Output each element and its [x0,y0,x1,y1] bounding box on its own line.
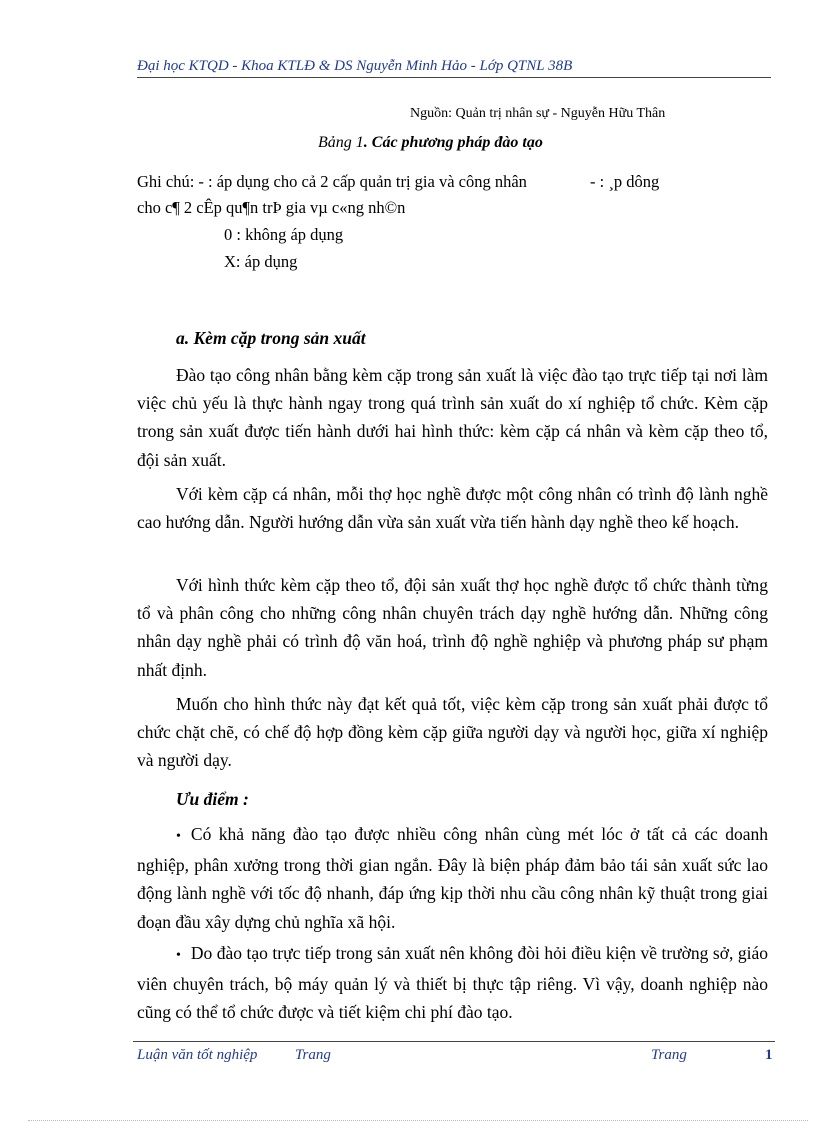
page-number: 1 [765,1047,773,1063]
footer-title: Luận văn tốt nghiệp [137,1047,258,1063]
note-line-2: cho c¶ 2 cÊp qu¶n trÞ gia vµ c«ng nh©n [137,198,406,217]
bullet-icon: • [176,948,181,963]
section-heading: a. Kèm cặp trong sản xuất [176,328,366,348]
footer-page-label: Trang [651,1047,687,1063]
page-footer [133,1041,775,1063]
table-caption [318,134,543,152]
footer-page-label: Trang [295,1047,331,1063]
legend-not-applied: 0 : không áp dụng [224,225,344,244]
bullet-text: Có khả năng đào tạo được nhiều công nhân cùng mét lóc ở tất cả các doanh nghiệp, phân xưởng trong thời gian ngắn. Đây là biện pháp đảm bảo tái sản xuất sức lao động lành nghề với tốc độ nhanh, đáp ứng kịp thời nhu cầu công nhân kỹ thuật trong giai đoạn đầu xây dựng chủ nghĩa xã hội. [137,824,768,932]
advantages-heading: Ưu điểm : [176,789,249,809]
table-caption-prefix: Bảng 1 [318,134,364,151]
bullet-icon: • [176,829,181,844]
note-line-1-garbled: - : ¸p dông [590,172,660,191]
paragraph: Với hình thức kèm cặp theo tổ, đội sản xuất thợ học nghề được tổ chức thành từng tổ và phân công cho những công nhân chuyên trách dạy nghề hướng dẫn. Những công nhân dạy nghề phải có trình độ văn hoá, trình độ nghề nghiệp và phương pháp sư phạm nhất định. [137,575,768,680]
advantage-bullet-item [137,939,768,1027]
header-text: Đại học KTQD - Khoa KTLĐ & DS Nguyễn Minh Hảo - Lớp QTNL 38B [137,58,573,74]
paragraph: Muốn cho hình thức này đạt kết quả tốt, việc kèm cặp trong sản xuất phải được tổ chức chặt chẽ, có chế độ hợp đồng kèm cặp giữa người dạy và người học, giữa xí nghiệp và người dạy. [137,694,768,771]
page-header [137,58,771,78]
table-caption-title: . Các phương pháp đào tạo [363,134,543,151]
table-source: Nguồn: Quản trị nhân sự - Nguyễn Hữu Thân [410,106,666,121]
page-edge-divider [28,1120,808,1121]
legend-applied: X: áp dụng [224,252,298,271]
note-line-1: Ghi chú: - : áp dụng cho cả 2 cấp quản trị gia và công nhân [137,172,527,191]
paragraph: Với kèm cặp cá nhân, mỗi thợ học nghề được một công nhân có trình độ lành nghề cao hướng dẫn. Người hướng dẫn vừa sản xuất vừa tiến hành dạy nghề theo kế hoạch. [137,484,768,533]
paragraph: Đào tạo công nhân bằng kèm cặp trong sản xuất là việc đào tạo trực tiếp tại nơi làm việc chủ yếu là thực hành ngay trong quá trình sản xuất do xí nghiệp tổ chức. Kèm cặp trong sản xuất được tiến hành dưới hai hình thức: kèm cặp cá nhân và kèm cặp theo tổ, đội sản xuất. [137,365,768,470]
advantage-bullet-item [137,820,768,936]
bullet-text: Do đào tạo trực tiếp trong sản xuất nên không đòi hỏi điều kiện về trường sở, giáo viên chuyên trách, bộ máy quản lý và thiết bị thực tập riêng. Vì vậy, doanh nghiệp nào cũng có thể tổ chức được và tiết kiệm chi phí đào tạo. [137,943,768,1023]
